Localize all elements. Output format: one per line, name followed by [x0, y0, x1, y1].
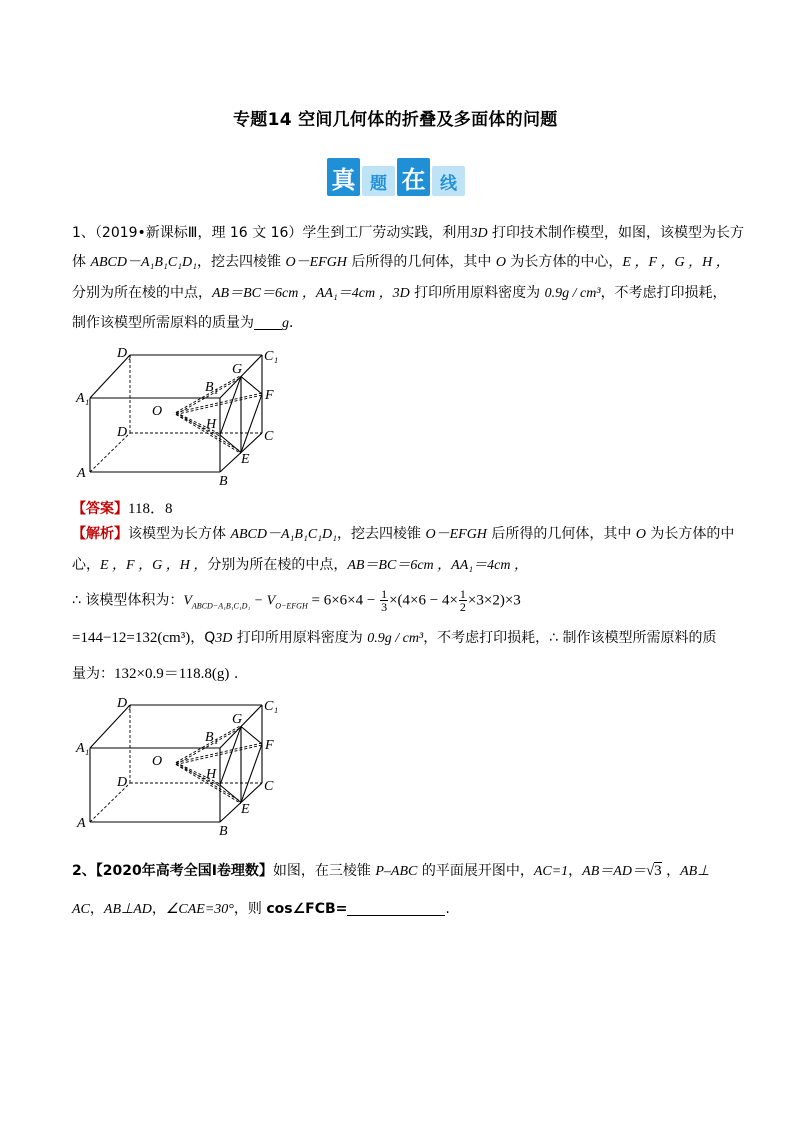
vertex-label-A: A [77, 466, 86, 481]
formula-part: ×(4×6 − 4× [389, 592, 458, 609]
hidden-edge-O-F [176, 393, 262, 413]
q1-math: g [282, 316, 289, 331]
analysis-text: . [229, 666, 239, 682]
edge-F-E [241, 394, 262, 453]
section-banner [327, 158, 467, 198]
vertex-label-A1: A₁ [76, 391, 90, 406]
analysis-text: ，挖去四棱锥 [337, 526, 426, 542]
q1-text: ． [289, 315, 303, 331]
vertex-label-E: E [241, 452, 250, 467]
vertex-label-F: F [265, 388, 274, 403]
vertex-label-D: D [117, 775, 128, 790]
q2-math: P–ABC [375, 864, 418, 879]
q2-text: ， [151, 901, 166, 917]
vertex-label-C1: C₁ [264, 349, 279, 364]
analysis-text: 量为： [72, 666, 114, 682]
analysis-label: 【解析】 [72, 526, 128, 542]
vertex-label-F: F [265, 738, 274, 753]
q2-text: ， [661, 863, 681, 879]
analysis-math: E ，F ，G ，H ， [100, 558, 208, 573]
edge-H-G [220, 377, 241, 436]
edge-A1-D1 [90, 355, 130, 398]
vertex-label-E: E [241, 802, 250, 817]
banner-char-2: 题 [362, 166, 395, 196]
analysis-text: ，Q [190, 630, 216, 646]
q2-math: ∠CAE=30° [165, 902, 234, 917]
q2-text: 如图，在三棱锥 [272, 863, 376, 879]
answer-blank [347, 903, 445, 916]
q1-text: 打印技术制作模型，如图，该模型为长方 [487, 225, 745, 241]
q2-math: AB⊥AD [103, 902, 152, 917]
q2-math: AC [72, 902, 90, 917]
q1-math: AB＝BC＝6cm ，AA₁＝4cm ，3D [212, 286, 410, 301]
fraction-one-half [459, 588, 467, 613]
edge-F-E [241, 744, 262, 803]
radicand: 3 [654, 863, 662, 879]
vertex-label-B1: B₁ [205, 380, 219, 395]
analysis-math: 132×0.9＝118.8(g) [114, 666, 230, 682]
fraction-numerator: 1 [381, 587, 388, 601]
vertex-label-A: A [77, 816, 86, 831]
analysis-text: 为长方体的中 [645, 526, 735, 542]
vertex-label-D1: D₁ [117, 346, 132, 361]
q1-line-3 [72, 282, 727, 302]
vertex-label-A1: A₁ [76, 741, 90, 756]
q1-math: E ，F ，G ，H ， [622, 255, 730, 270]
analysis-line-2 [72, 554, 528, 574]
analysis-line-1 [72, 523, 734, 543]
answer-line [72, 497, 172, 518]
vertex-label-D: D [117, 425, 128, 440]
vertex-label-O: O [152, 404, 163, 419]
vertex-label-O: O [152, 754, 163, 769]
radical-sign: √ [645, 863, 655, 879]
q1-text: 为长方体的中心， [505, 254, 623, 270]
volume-symbol: − V [250, 593, 276, 609]
q1-math: 3D [470, 226, 488, 241]
q2-line-1 [72, 860, 709, 880]
answer-value: 118．8 [128, 501, 173, 517]
analysis-math: 0.9g / cm³ [367, 631, 424, 646]
analysis-line-4 [72, 627, 717, 647]
q1-math: O－EFGH [285, 255, 347, 270]
analysis-text: 后所得的几何体，其中 [486, 526, 636, 542]
q2-text: 的平面展开图中， [417, 863, 534, 879]
volume-symbol: V [183, 593, 192, 609]
cuboid-diagram-2 [72, 690, 292, 840]
q1-text: ，挖去四棱锥 [197, 254, 286, 270]
banner-char-4: 线 [432, 166, 465, 196]
q1-line-2 [72, 251, 730, 271]
analysis-math: ABCD－A₁B₁C₁D₁ [230, 527, 338, 542]
fraction-denominator: 2 [459, 600, 466, 614]
analysis-text: 打印所用原料密度为 [232, 630, 368, 646]
q2-math: AC=1 [533, 864, 569, 879]
fraction-one-third [380, 588, 388, 613]
q2-math: cos∠FCB= [266, 901, 348, 917]
vertex-label-C: C [264, 429, 274, 444]
vertex-label-H: H [206, 767, 217, 782]
q2-math: AB＝AD＝ [582, 864, 646, 879]
vertex-label-B: B [219, 474, 228, 489]
vertex-label-B: B [219, 824, 228, 839]
hidden-edge-O-F [176, 743, 262, 763]
q2-source: 2、【2020年高考全国Ⅰ卷理数】 [72, 863, 273, 879]
volume-subscript: O−EFGH [275, 601, 308, 611]
analysis-math: AB＝BC＝6cm ，AA₁＝4cm ， [347, 558, 528, 573]
cuboid-diagram-1 [72, 340, 292, 490]
vertex-label-H: H [206, 417, 217, 432]
analysis-math: O－EFGH [425, 527, 487, 542]
analysis-line-3 [72, 588, 521, 613]
analysis-text: ∴ 该模型体积为： [72, 592, 184, 609]
answer-blank [254, 317, 282, 330]
banner-char-3: 在 [397, 158, 430, 196]
vertex-label-D1: D₁ [117, 696, 132, 711]
q1-text: 打印所用原料密度为 [409, 285, 545, 301]
edge-G-F [241, 727, 262, 745]
analysis-math: 3D [215, 631, 233, 646]
fraction-numerator: 1 [459, 587, 466, 601]
q1-text: 体 [72, 254, 91, 270]
page-title: 专题14 空间几何体的折叠及多面体的问题 [233, 110, 558, 130]
q2-math: AB⊥ [680, 864, 710, 879]
q1-text: 制作该模型所需原料的质量为 [72, 315, 254, 331]
analysis-text: 分别为所在棱的中点， [207, 557, 348, 573]
vertex-label-B1: B₁ [205, 730, 219, 745]
q1-line-4 [72, 312, 303, 332]
analysis-text: ，不考虑打印损耗，∴ 制作该模型所需原料的质 [423, 630, 717, 646]
vertex-label-C: C [264, 779, 274, 794]
vertex-label-G: G [232, 362, 243, 377]
q1-text: 1、（2019•新课标Ⅲ，理 16 文 16）学生到工厂劳动实践，利用 [72, 225, 471, 241]
fraction-denominator: 3 [381, 600, 388, 614]
q1-math: ABCD－A₁B₁C₁D₁ [90, 255, 198, 270]
q1-line-1 [72, 222, 744, 242]
q2-line-2 [72, 898, 450, 918]
q1-text: ，不考虑打印损耗， [600, 285, 727, 301]
q2-text: ，则 [233, 901, 267, 917]
q2-text: ， [568, 863, 583, 879]
analysis-line-5 [72, 662, 238, 683]
edge-H-G [220, 727, 241, 786]
vertex-label-C1: C₁ [264, 699, 279, 714]
analysis-math: O [635, 527, 646, 542]
answer-label: 【答案】 [72, 501, 128, 517]
analysis-math: =144−12=132(cm³) [72, 630, 191, 646]
q1-text: 后所得的几何体，其中 [346, 254, 496, 270]
formula-part: ×3×2)×3 [467, 592, 521, 609]
edge-A1-D1 [90, 705, 130, 748]
q1-math: O [495, 255, 506, 270]
banner-char-1: 真 [327, 158, 360, 196]
analysis-text: 心， [72, 557, 100, 573]
analysis-text: 该模型为长方体 [128, 526, 231, 542]
q1-math: 0.9g / cm³ [544, 286, 601, 301]
sqrt-three [646, 862, 662, 879]
q2-text: . [445, 901, 450, 917]
edge-G-F [241, 377, 262, 395]
q2-text: ， [89, 901, 104, 917]
vertex-label-G: G [232, 712, 243, 727]
volume-subscript: ABCD−A₁B₁C₁D₁ [191, 601, 251, 611]
formula-part: = 6×6×4 − [307, 592, 380, 609]
q1-text: 分别为所在棱的中点， [72, 285, 212, 301]
